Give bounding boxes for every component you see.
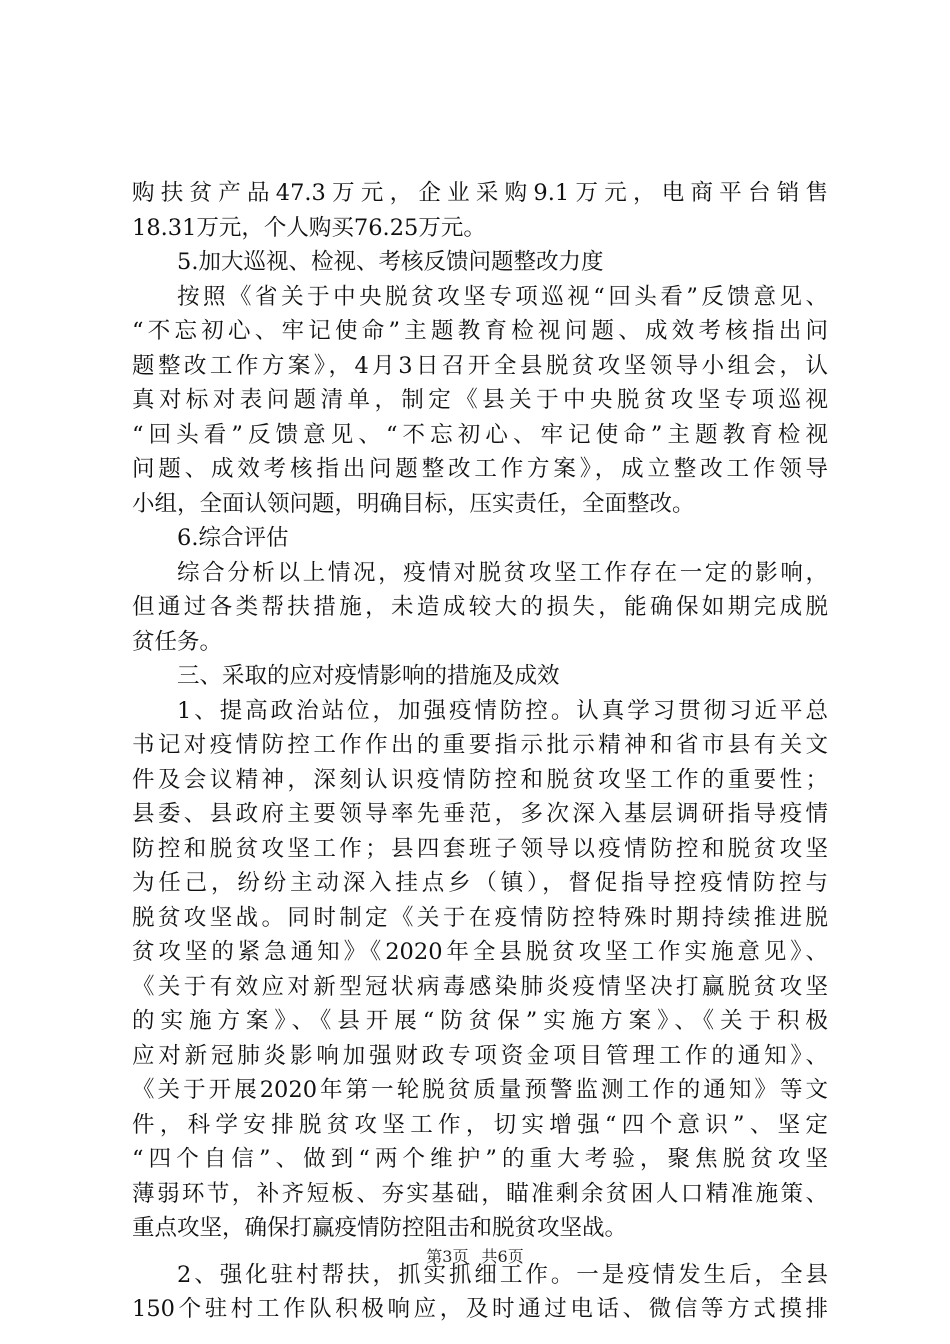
body-line: 购扶贫产品47.3万元，企业采购9.1万元，电商平台销售 [132, 180, 828, 206]
body-line: 县委、县政府主要领导率先垂范，多次深入基层调研指导疫情 [132, 801, 828, 827]
body-line: 《关于有效应对新型冠状病毒感染肺炎疫情坚决打赢脱贫攻坚 [132, 973, 828, 1000]
section-heading: 5.加大巡视、检视、考核反馈问题整改力度 [177, 249, 604, 275]
body-line: 但通过各类帮扶措施，未造成较大的损失，能确保如期完成脱 [132, 594, 828, 620]
body-line: “四个自信”、做到“两个维护”的重大考验，聚焦脱贫攻坚 [132, 1146, 828, 1172]
body-line: 2、强化驻村帮扶，抓实抓细工作。一是疫情发生后，全县 [177, 1261, 828, 1288]
body-line: 《关于开展2020年第一轮脱贫质量预警监测工作的通知》等文 [132, 1077, 828, 1103]
body-line: 的实施方案》、《县开展“防贫保”实施方案》、《关于积极 [132, 1008, 828, 1034]
body-line: 18.31万元，个人购买76.25万元。 [132, 214, 486, 241]
body-line: 件，科学安排脱贫攻坚工作，切实增强“四个意识”、坚定 [132, 1111, 828, 1138]
body-line: 贫攻坚的紧急通知》《2020年全县脱贫攻坚工作实施意见》、 [132, 939, 828, 965]
body-line: 应对新冠肺炎影响加强财政专项资金项目管理工作的通知》、 [132, 1042, 828, 1069]
section-heading: 6.综合评估 [177, 525, 289, 551]
page-footer [0, 1244, 950, 1267]
body-line: 150个驻村工作队积极响应，及时通过电话、微信等方式摸排 [132, 1296, 828, 1322]
body-line: 薄弱环节，补齐短板、夯实基础，瞄准剩余贫困人口精准施策、 [132, 1180, 828, 1207]
body-line: 按照《省关于中央脱贫攻坚专项巡视“回头看”反馈意见、 [177, 283, 828, 310]
body-line: “回头看”反馈意见、“不忘初心、牢记使命”主题教育检视 [132, 421, 828, 448]
document-body [132, 176, 828, 1327]
page-number: 第3页 [426, 1247, 469, 1266]
body-line: 问题、成效考核指出问题整改工作方案》，成立整改工作领导 [132, 456, 828, 482]
section-heading: 三、采取的应对疫情影响的措施及成效 [177, 663, 560, 689]
body-line: 重点攻坚，确保打赢疫情防控阻击和脱贫攻坚战。 [132, 1215, 628, 1241]
body-line: 为任己，纷纷主动深入挂点乡（镇），督促指导控疫情防控与 [132, 870, 828, 896]
body-line: 综合分析以上情况，疫情对脱贫攻坚工作存在一定的影响， [177, 559, 828, 586]
page-total: 共6页 [481, 1247, 524, 1266]
body-line: 件及会议精神，深刻认识疫情防控和脱贫攻坚工作的重要性； [132, 766, 828, 793]
body-line: 防控和脱贫攻坚工作；县四套班子领导以疫情防控和脱贫攻坚 [132, 835, 828, 862]
body-line: 贫任务。 [132, 628, 223, 655]
body-line: “不忘初心、牢记使命”主题教育检视问题、成效考核指出问 [132, 318, 828, 344]
body-line: 1、提高政治站位，加强疫情防控。认真学习贯彻习近平总 [177, 697, 828, 724]
body-line: 书记对疫情防控工作作出的重要指示批示精神和省市县有关文 [132, 732, 828, 758]
body-line: 小组，全面认领问题，明确目标，压实责任，全面整改。 [132, 490, 695, 517]
body-line: 脱贫攻坚战。同时制定《关于在疫情防控特殊时期持续推进脱 [132, 904, 828, 931]
body-line: 题整改工作方案》，4月3日召开全县脱贫攻坚领导小组会，认 [132, 352, 828, 379]
body-line: 真对标对表问题清单，制定《县关于中央脱贫攻坚专项巡视 [132, 387, 828, 413]
